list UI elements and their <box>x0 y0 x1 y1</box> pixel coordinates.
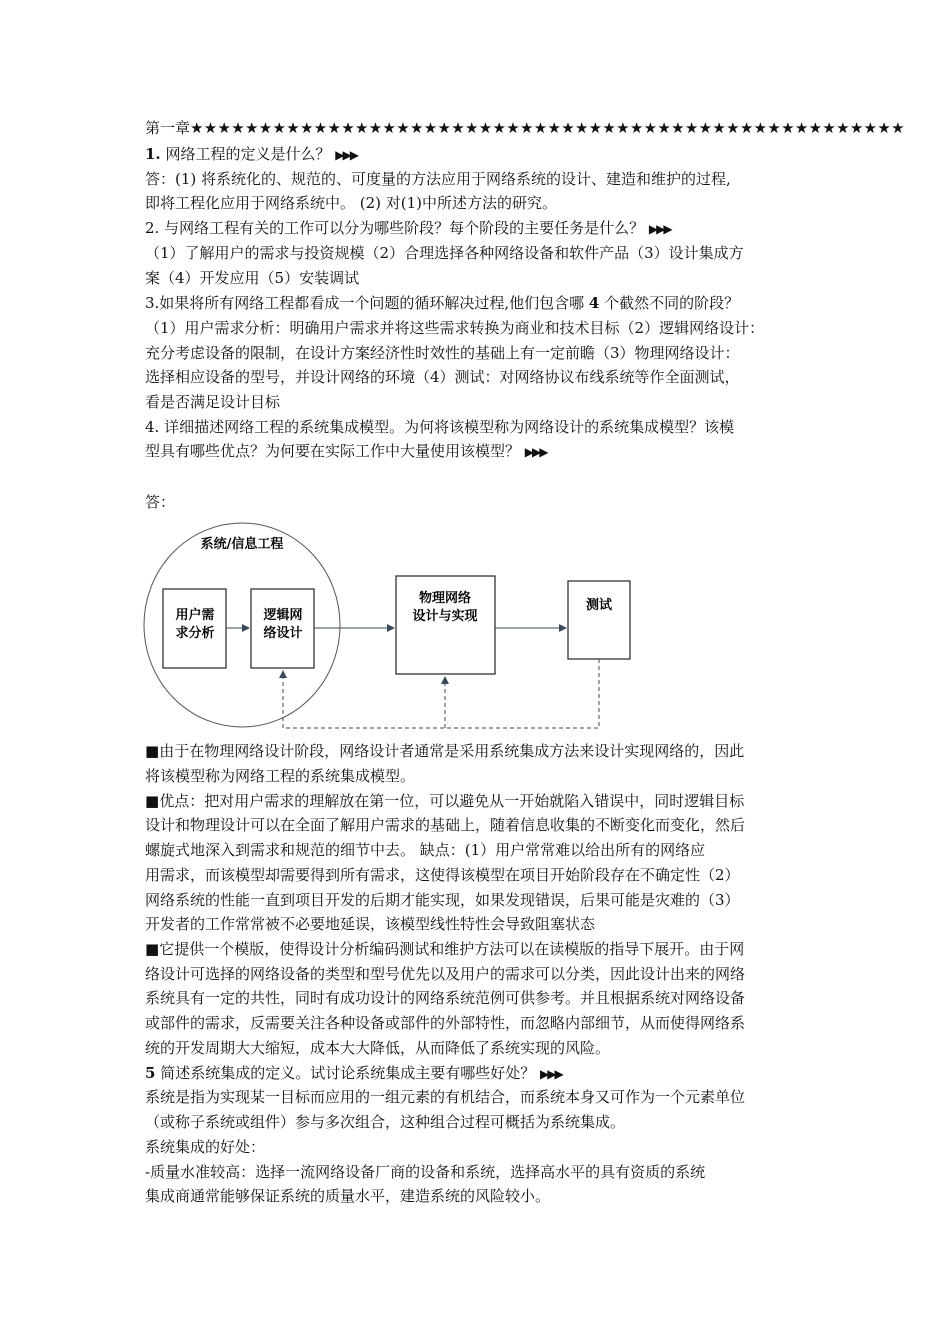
q5-benefit-line: 集成商通常能够保证系统的质量水平，建造系统的风险较小。 <box>145 1187 551 1205</box>
q1-question <box>145 144 815 165</box>
box2-label-line2: 络设计 <box>263 626 303 641</box>
q4-question-text: 型具有哪些优点？为何要在实际工作中大量使用该模型？ <box>145 442 521 460</box>
para1-line <box>145 741 815 761</box>
para3-text: 它提供一个模版，使得设计分析编码测试和维护方法可以在读模版的指导下展开。由于网 <box>159 940 745 958</box>
q5-question-text: 简述系统集成的定义。试讨论系统集成主要有哪些好处？ <box>155 1064 536 1082</box>
q1-number: 1. <box>145 145 161 163</box>
q3-question-text-a: 3.如果将所有网络工程都看成一个问题的循环解决过程,他们包含哪 <box>145 294 589 312</box>
box1-label-line1: 用户需 <box>175 608 215 623</box>
q3-answer-line: 选择相应设备的型号，并设计网络的环境（4）测试：对网络协议布线系统等作全面测试， <box>145 368 740 386</box>
q1-answer-line: 答：(1) 将系统化的、规范的、可度量的方法应用于网络系统的设计、建造和维护的过程, <box>145 170 731 188</box>
para1-text: 由于在物理网络设计阶段，网络设计者通常是采用系统集成方法来设计实现网络的，因此 <box>159 742 745 760</box>
q5-answer-line: （或称子系统或组件）参与多次组合，这种组合过程可概括为系统集成。 <box>145 1113 626 1131</box>
q2-question-text: 2. 与网络工程有关的工作可以分为哪些阶段？每个阶段的主要任务是什么？ <box>145 219 645 237</box>
q5-benefits-title: 系统集成的好处： <box>145 1138 266 1156</box>
box2-label-line1: 逻辑网 <box>263 608 303 623</box>
para3-line: 络设计可选择的网络设备的类型和型号优先以及用户的需求可以分类，因此设计出来的网络 <box>145 965 746 983</box>
q5-number: 5 <box>145 1064 156 1082</box>
para2-line: 用需求，而该模型却需要得到所有需求，这使得该模型在项目开始阶段存在不确定性（2） <box>145 866 740 884</box>
para2-line: 螺旋式地深入到需求和规范的细节中去。 缺点：(1）用户常常难以给出所有的网络应 <box>145 841 706 859</box>
q3-answer-line: 充分考虑设备的限制，在设计方案经济性时效性的基础上有一定前瞻（3）物理网络设计： <box>145 344 740 362</box>
q3-answer-line: （1）用户需求分析：明确用户需求并将这些需求转换为商业和技术目标（2）逻辑网络设计： <box>145 319 765 337</box>
para3-line: 系统具有一定的共性，同时有成功设计的网络系统范例可供参考。并且根据系统对网络设备 <box>145 989 746 1007</box>
square-bullet-icon: ■ <box>145 742 160 760</box>
q4-question-line2 <box>145 441 815 462</box>
para3-line <box>145 939 815 959</box>
q3-answer-line: 看是否满足设计目标 <box>145 393 281 411</box>
q4-question-line: 4. 详细描述网络工程的系统集成模型。为何将该模型称为网络设计的系统集成模型？该模 <box>145 418 735 436</box>
q3-question <box>145 293 815 313</box>
triangle-icon: ▶▶▶ <box>524 445 547 459</box>
box-testing <box>568 581 630 659</box>
box1-label-line2: 求分析 <box>175 626 215 641</box>
q3-question-number: 4 <box>588 294 600 312</box>
box3-label-line1: 物理网络 <box>418 591 472 606</box>
box3-label-line2: 设计与实现 <box>412 609 478 624</box>
q5-answer-line: 系统是指为实现某一目标而应用的一组元素的有机结合，而系统本身又可作为一个元素单位 <box>145 1088 746 1106</box>
q2-answer-line: （1）了解用户的需求与投资规模（2）合理选择各种网络设备和软件产品（3）设计集成方 <box>145 244 744 262</box>
para2-line: 设计和物理设计可以在全面了解用户需求的基础上，随着信息收集的不断变化而变化，然后 <box>145 816 746 834</box>
q1-question-text: 网络工程的定义是什么？ <box>160 145 331 163</box>
para2-line: 开发者的工作常常被不必要地延误，该模型线性特性会导致阻塞状态 <box>145 915 596 933</box>
square-bullet-icon: ■ <box>145 792 160 810</box>
para2-line <box>145 791 815 811</box>
para1-line: 将该模型称为网络工程的系统集成模型。 <box>145 767 416 785</box>
q2-question <box>145 218 815 239</box>
para2-text: 优点：把对用户需求的理解放在第一位，可以避免从一开始就陷入错误中，同时逻辑目标 <box>159 792 745 810</box>
circle-label: 系统/信息工程 <box>200 537 284 552</box>
box4-label: 测试 <box>585 598 613 613</box>
para3-line: 统的开发周期大大缩短，成本大大降低，从而降低了系统实现的风险。 <box>145 1039 611 1057</box>
triangle-icon: ▶▶▶ <box>540 1067 562 1081</box>
q5-question <box>145 1063 815 1084</box>
triangle-icon: ▶▶▶ <box>648 222 671 236</box>
chapter-title: 第一章 <box>145 119 191 137</box>
chapter-stars: ★★★★★★★★★★★★★★★★★★★★★★★★★★★★★★★★★★★★★★★★★★★★★★★★★★★★ <box>190 119 905 137</box>
q5-benefit-line: -质量水准较高：选择一流网络设备厂商的设备和系统，选择高水平的具有资质的系统 <box>145 1163 706 1181</box>
square-bullet-icon: ■ <box>145 940 160 958</box>
q4-answer-label: 答： <box>145 493 176 511</box>
q3-question-text-b: 个截然不同的阶段？ <box>599 294 740 312</box>
q2-answer-line: 案（4）开发应用（5）安装调试 <box>145 269 360 287</box>
q1-answer-line: 即将工程化应用于网络系统中。 (2) 对(1)中所述方法的研究。 <box>145 194 558 212</box>
system-integration-diagram <box>140 518 810 740</box>
para2-line: 网络系统的性能一直到项目开发的后期才能实现，如果发现错误，后果可能是灾难的（3） <box>145 891 740 909</box>
chapter-heading <box>145 118 905 138</box>
triangle-icon: ▶▶▶ <box>335 148 357 162</box>
para3-line: 或部件的需求，反需要关注各种设备或部件的外部特性，而忽略内部细节，从而使得网络系 <box>145 1014 746 1032</box>
